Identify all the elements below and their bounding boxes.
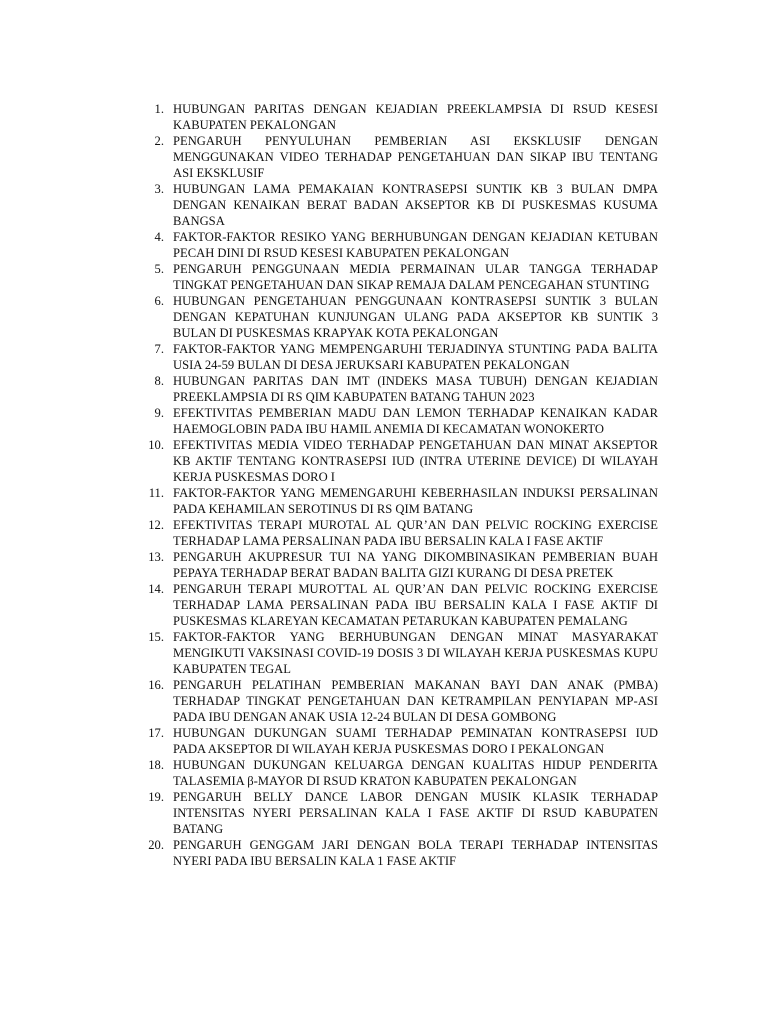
list-item-text: EFEKTIVITAS MEDIA VIDEO TERHADAP PENGETAHUAN DAN MINAT AKSEPTOR KB AKTIF TENTANG KONTRASEPSI IUD (INTRA UTERINE DEVICE) DI WILAYAH KERJA PUSKESMAS DORO I <box>173 438 658 484</box>
list-item-text: FAKTOR-FAKTOR RESIKO YANG BERHUBUNGAN DENGAN KEJADIAN KETUBAN PECAH DINI DI RSUD KESESI KABUPATEN PEKALONGAN <box>173 230 658 260</box>
list-item-text: HUBUNGAN LAMA PEMAKAIAN KONTRASEPSI SUNTIK KB 3 BULAN DMPA DENGAN KENAIKAN BERAT BADAN AKSEPTOR KB DI PUSKESMAS KUSUMA BANGSA <box>173 182 658 228</box>
list-item-number: 6. <box>154 294 164 308</box>
list-item <box>134 517 658 549</box>
list-item <box>134 757 658 789</box>
list-item <box>134 789 658 837</box>
list-item <box>134 293 658 341</box>
list-item-number: 2. <box>154 134 164 148</box>
list-item-text: PENGARUH PENYULUHAN PEMBERIAN ASI EKSKLUSIF DENGAN MENGGUNAKAN VIDEO TERHADAP PENGETAHUAN DAN SIKAP IBU TENTANG ASI EKSKLUSIF <box>173 134 658 180</box>
list-item-text: PENGARUH BELLY DANCE LABOR DENGAN MUSIK KLASIK TERHADAP INTENSITAS NYERI PERSALINAN KALA I FASE AKTIF DI RSUD KABUPATEN BATANG <box>173 790 658 836</box>
list-item-number: 12. <box>148 518 164 532</box>
list-item-text: EFEKTIVITAS PEMBERIAN MADU DAN LEMON TERHADAP KENAIKAN KADAR HAEMOGLOBIN PADA IBU HAMIL ANEMIA DI KECAMATAN WONOKERTO <box>173 406 658 436</box>
list-item-number: 11. <box>148 486 164 500</box>
list-item-number: 9. <box>154 406 164 420</box>
list-item-text: PENGARUH AKUPRESUR TUI NA YANG DIKOMBINASIKAN PEMBERIAN BUAH PEPAYA TERHADAP BERAT BADAN BALITA GIZI KURANG DI DESA PRETEK <box>173 550 658 580</box>
list-item <box>134 549 658 581</box>
list-item-number: 3. <box>154 182 164 196</box>
list-item-number: 5. <box>154 262 164 276</box>
list-item <box>134 373 658 405</box>
list-item-text: FAKTOR-FAKTOR YANG MEMENGARUHI KEBERHASILAN INDUKSI PERSALINAN PADA KEHAMILAN SEROTINUS DI RS QIM BATANG <box>173 486 658 516</box>
list-item <box>134 581 658 629</box>
list-item-number: 17. <box>148 726 164 740</box>
list-item-text: PENGARUH PENGGUNAAN MEDIA PERMAINAN ULAR TANGGA TERHADAP TINGKAT PENGETAHUAN DAN SIKAP REMAJA DALAM PENCEGAHAN STUNTING <box>173 262 658 292</box>
list-item-number: 19. <box>148 790 164 804</box>
list-item <box>134 837 658 869</box>
list-item <box>134 485 658 517</box>
list-item-number: 15. <box>148 630 164 644</box>
list-item-number: 7. <box>154 342 164 356</box>
list-item <box>134 629 658 677</box>
list-item-text: HUBUNGAN PARITAS DAN IMT (INDEKS MASA TUBUH) DENGAN KEJADIAN PREEKLAMPSIA DI RS QIM KABUPATEN BATANG TAHUN 2023 <box>173 374 658 404</box>
list-item-number: 4. <box>154 230 164 244</box>
list-item-text: PENGARUH TERAPI MUROTTAL AL QUR’AN DAN PELVIC ROCKING EXERCISE TERHADAP LAMA PERSALINAN PADA IBU BERSALIN KALA I FASE AKTIF DI PUSKESMAS KLAREYAN KECAMATAN PETARUKAN KABUPATEN PEMALANG <box>173 582 658 628</box>
list-item-number: 10. <box>148 438 164 452</box>
list-item-number: 1. <box>154 102 164 116</box>
list-item <box>134 181 658 229</box>
list-item <box>134 341 658 373</box>
list-item-text: HUBUNGAN DUKUNGAN SUAMI TERHADAP PEMINATAN KONTRASEPSI IUD PADA AKSEPTOR DI WILAYAH KERJA PUSKESMAS DORO I PEKALONGAN <box>173 726 658 756</box>
list-item-text: HUBUNGAN DUKUNGAN KELUARGA DENGAN KUALITAS HIDUP PENDERITA TALASEMIA β-MAYOR DI RSUD KRATON KABUPATEN PEKALONGAN <box>173 758 658 788</box>
list-item-text: FAKTOR-FAKTOR YANG MEMPENGARUHI TERJADINYA STUNTING PADA BALITA USIA 24-59 BULAN DI DESA JERUKSARI KABUPATEN PEKALONGAN <box>173 342 658 372</box>
list-item-text: HUBUNGAN PARITAS DENGAN KEJADIAN PREEKLAMPSIA DI RSUD KESESI KABUPATEN PEKALONGAN <box>173 102 658 132</box>
list-item-text: FAKTOR-FAKTOR YANG BERHUBUNGAN DENGAN MINAT MASYARAKAT MENGIKUTI VAKSINASI COVID-19 DOSIS 3 DI WILAYAH KERJA PUSKESMAS KUPU KABUPATEN TEGAL <box>173 630 658 676</box>
list-item-text: PENGARUH PELATIHAN PEMBERIAN MAKANAN BAYI DAN ANAK (PMBA) TERHADAP TINGKAT PENGETAHUAN DAN KETRAMPILAN PENYIAPAN MP-ASI PADA IBU DENGAN ANAK USIA 12-24 BULAN DI DESA GOMBONG <box>173 678 658 724</box>
list-item-number: 14. <box>148 582 164 596</box>
list-item-number: 16. <box>148 678 164 692</box>
list-item <box>134 677 658 725</box>
list-item <box>134 437 658 485</box>
list-item <box>134 229 658 261</box>
list-item-number: 8. <box>154 374 164 388</box>
list-item-number: 20. <box>148 838 164 852</box>
list-item <box>134 133 658 181</box>
list-item <box>134 405 658 437</box>
research-title-list <box>134 101 658 869</box>
list-item <box>134 261 658 293</box>
list-item <box>134 725 658 757</box>
list-item-text: PENGARUH GENGGAM JARI DENGAN BOLA TERAPI TERHADAP INTENSITAS NYERI PADA IBU BERSALIN KALA 1 FASE AKTIF <box>173 838 658 868</box>
list-item-number: 13. <box>148 550 164 564</box>
list-item <box>134 101 658 133</box>
list-item-number: 18. <box>148 758 164 772</box>
list-item-text: HUBUNGAN PENGETAHUAN PENGGUNAAN KONTRASEPSI SUNTIK 3 BULAN DENGAN KEPATUHAN KUNJUNGAN ULANG PADA AKSEPTOR KB SUNTIK 3 BULAN DI PUSKESMAS KRAPYAK KOTA PEKALONGAN <box>173 294 658 340</box>
list-item-text: EFEKTIVITAS TERAPI MUROTAL AL QUR’AN DAN PELVIC ROCKING EXERCISE TERHADAP LAMA PERSALINAN PADA IBU BERSALIN KALA I FASE AKTIF <box>173 518 658 548</box>
